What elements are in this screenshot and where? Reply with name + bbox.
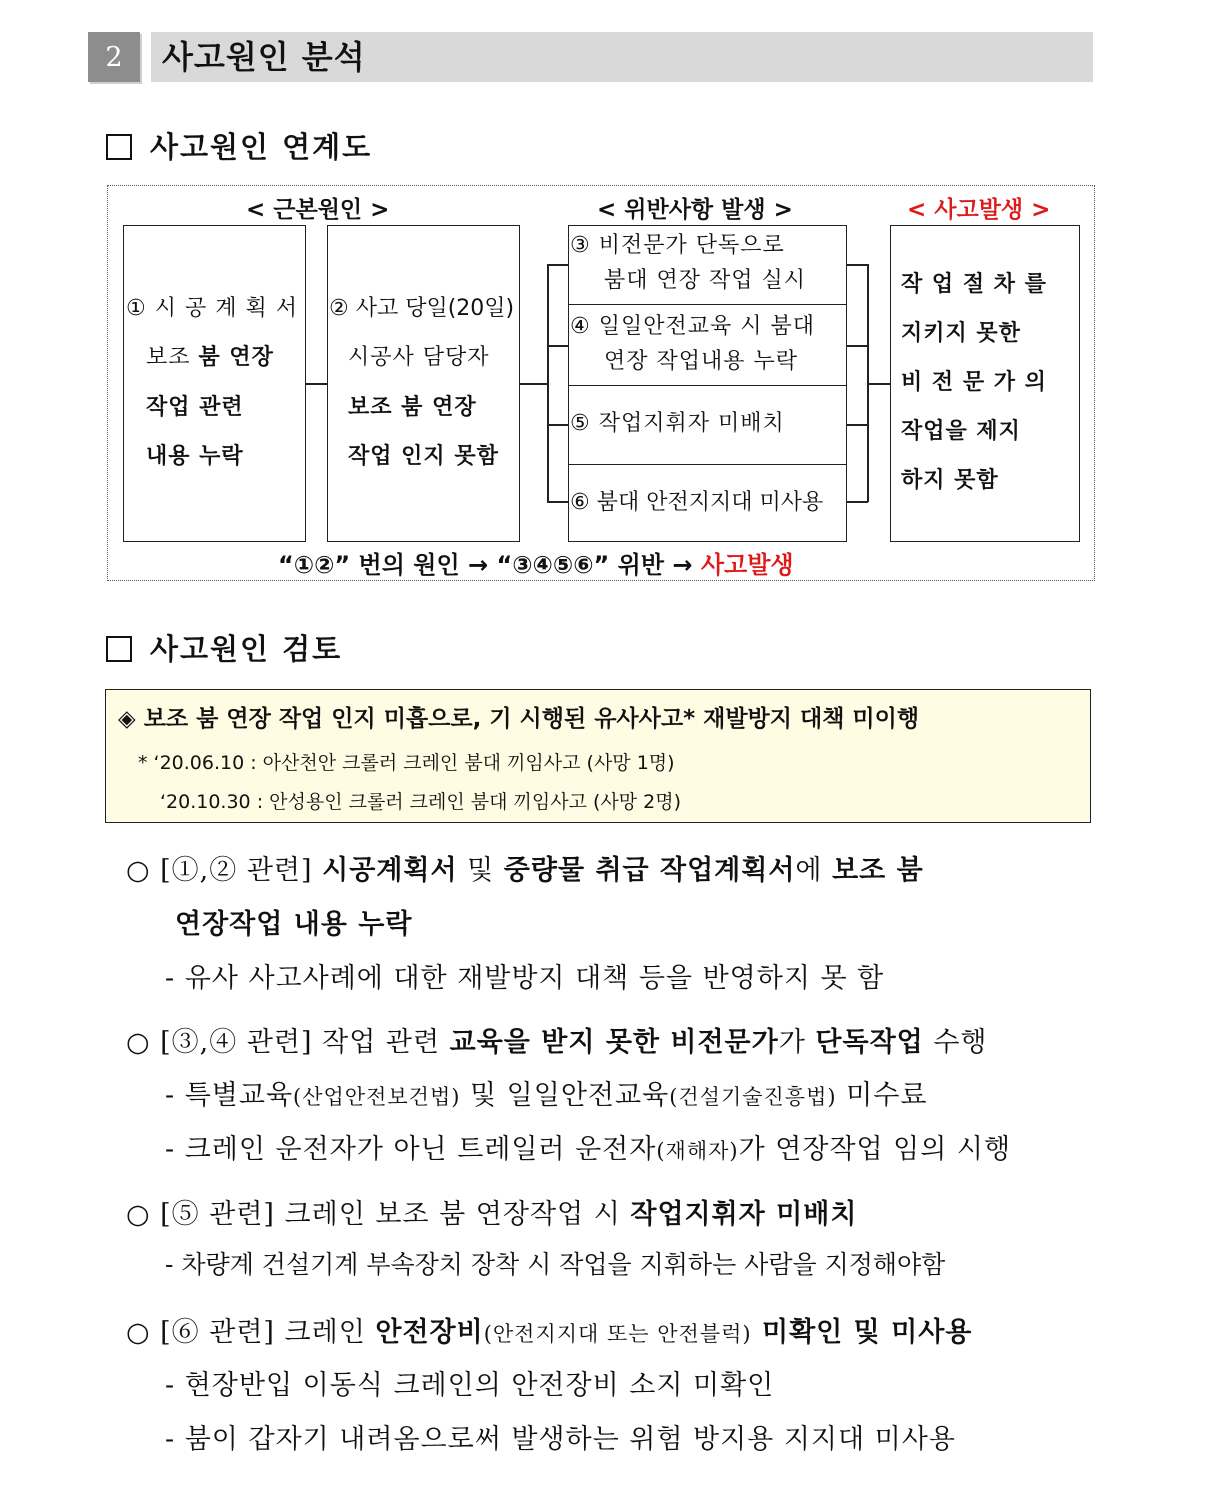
connector-line xyxy=(520,383,548,385)
violation-4-line1: ④ 일일안전교육 시 붐대 xyxy=(570,314,815,339)
bracket-tick xyxy=(547,345,568,347)
box2-line2: 시공사 담당자 xyxy=(348,345,490,370)
connector-line xyxy=(306,383,327,385)
violation-4-line2: 연장 작업내용 누락 xyxy=(604,349,799,374)
violation-6-line1: ⑥ 붐대 안전지지대 미사용 xyxy=(570,490,824,515)
review-main: ◈ 보조 붐 연장 작업 인지 미흡으로, 기 시행된 유사사고* 재발방지 대책 미이행 xyxy=(118,706,920,732)
accident-line3: 비 전 문 가 의 xyxy=(901,370,1047,395)
bracket-tick xyxy=(547,501,568,503)
bracket-tick xyxy=(547,424,568,426)
item-4: ○ [⑥ 관련] 크레인 안전장비(안전지지대 또는 안전블럭) 미확인 및 미사용 xyxy=(126,1317,973,1348)
violation-5-line1: ⑤ 작업지휘자 미배치 xyxy=(570,411,785,436)
item-2-detail-1: - 특별교육(산업안전보건법) 및 일일안전교육(건설기술진흥법) 미수료 xyxy=(165,1080,928,1111)
box2-line4: 작업 인지 못함 xyxy=(348,444,499,469)
item-3: ○ [⑤ 관련] 크레인 보조 붐 연장작업 시 작업지휘자 미배치 xyxy=(126,1199,858,1230)
box1-line2: 보조 붐 연장 xyxy=(146,345,274,370)
item-4-detail-1: - 현장반입 이동식 크레인의 안전장비 소지 미확인 xyxy=(165,1370,775,1401)
diamond-bullet-icon: ◈ xyxy=(118,706,144,732)
subheading-cause-review: 사고원인 검토 xyxy=(150,632,343,666)
item-4-detail-2: - 붐이 갑자기 내려옴으로써 발생하는 위험 방지용 지지대 미사용 xyxy=(165,1424,956,1455)
box1-line3: 작업 관련 xyxy=(146,395,244,420)
connector-line xyxy=(867,383,890,385)
box1-line4: 내용 누락 xyxy=(146,444,244,469)
bracket-tick xyxy=(847,264,868,266)
root-cause-box-2 xyxy=(327,225,520,542)
item-3-detail-1: - 차량계 건설기계 부속장치 장착 시 작업을 지휘하는 사람을 지정해야함 xyxy=(165,1250,946,1279)
bracket-tick xyxy=(847,501,868,503)
section-title: 사고원인 분석 xyxy=(162,38,366,76)
accident-line2: 지키지 못한 xyxy=(901,321,1021,346)
item-1: ○ [①,② 관련] 시공계획서 및 중량물 취급 작업계획서에 보조 붐 xyxy=(126,855,924,886)
label-root-cause: < 근본원인 > xyxy=(246,197,390,223)
box2-line3: 보조 붐 연장 xyxy=(348,395,477,420)
accident-line5: 하지 못함 xyxy=(901,468,999,493)
item-1-detail-1: - 유사 사고사례에 대한 재발방지 대책 등을 반영하지 못 함 xyxy=(165,963,885,994)
accident-line4: 작업을 제지 xyxy=(901,419,1021,444)
box2-line1: ② 사고 당일(20일) xyxy=(329,296,515,321)
review-note-1: * ‘20.06.10 : 아산천안 크롤러 크레인 붐대 끼임사고 (사망 1명) xyxy=(138,752,675,774)
violation-3-line2: 붐대 연장 작업 실시 xyxy=(604,268,806,293)
diagram-summary: “①②” 번의 원인 → “③④⑤⑥” 위반 → 사고발생 xyxy=(278,551,794,579)
section-number: 2 xyxy=(88,32,140,82)
root-cause-box-1 xyxy=(123,225,306,542)
review-note-2: ‘20.10.30 : 안성용인 크롤러 크레인 붐대 끼임사고 (사망 2명) xyxy=(160,791,682,813)
bracket-tick xyxy=(547,264,568,266)
label-accident: < 사고발생 > xyxy=(907,197,1051,223)
label-violation: < 위반사항 발생 > xyxy=(597,197,793,223)
subheading-cause-diagram: 사고원인 연계도 xyxy=(150,130,373,164)
violation-3-line1: ③ 비전문가 단독으로 xyxy=(570,233,785,258)
bracket-tick xyxy=(847,345,868,347)
checkbox-square-icon xyxy=(106,134,132,160)
item-2: ○ [③,④ 관련] 작업 관련 교육을 받지 못한 비전문가가 단독작업 수행 xyxy=(126,1027,988,1058)
item-2-detail-2: - 크레인 운전자가 아닌 트레일러 운전자(재해자)가 연장작업 임의 시행 xyxy=(165,1134,1012,1165)
checkbox-square-icon xyxy=(106,636,132,662)
accident-line1: 작 업 절 차 를 xyxy=(901,272,1047,297)
box1-line1: ① 시 공 계 획 서 xyxy=(126,296,298,321)
bracket-left-vertical xyxy=(547,264,549,502)
item-1-line2: 연장작업 내용 누락 xyxy=(175,909,413,940)
bracket-tick xyxy=(847,424,868,426)
